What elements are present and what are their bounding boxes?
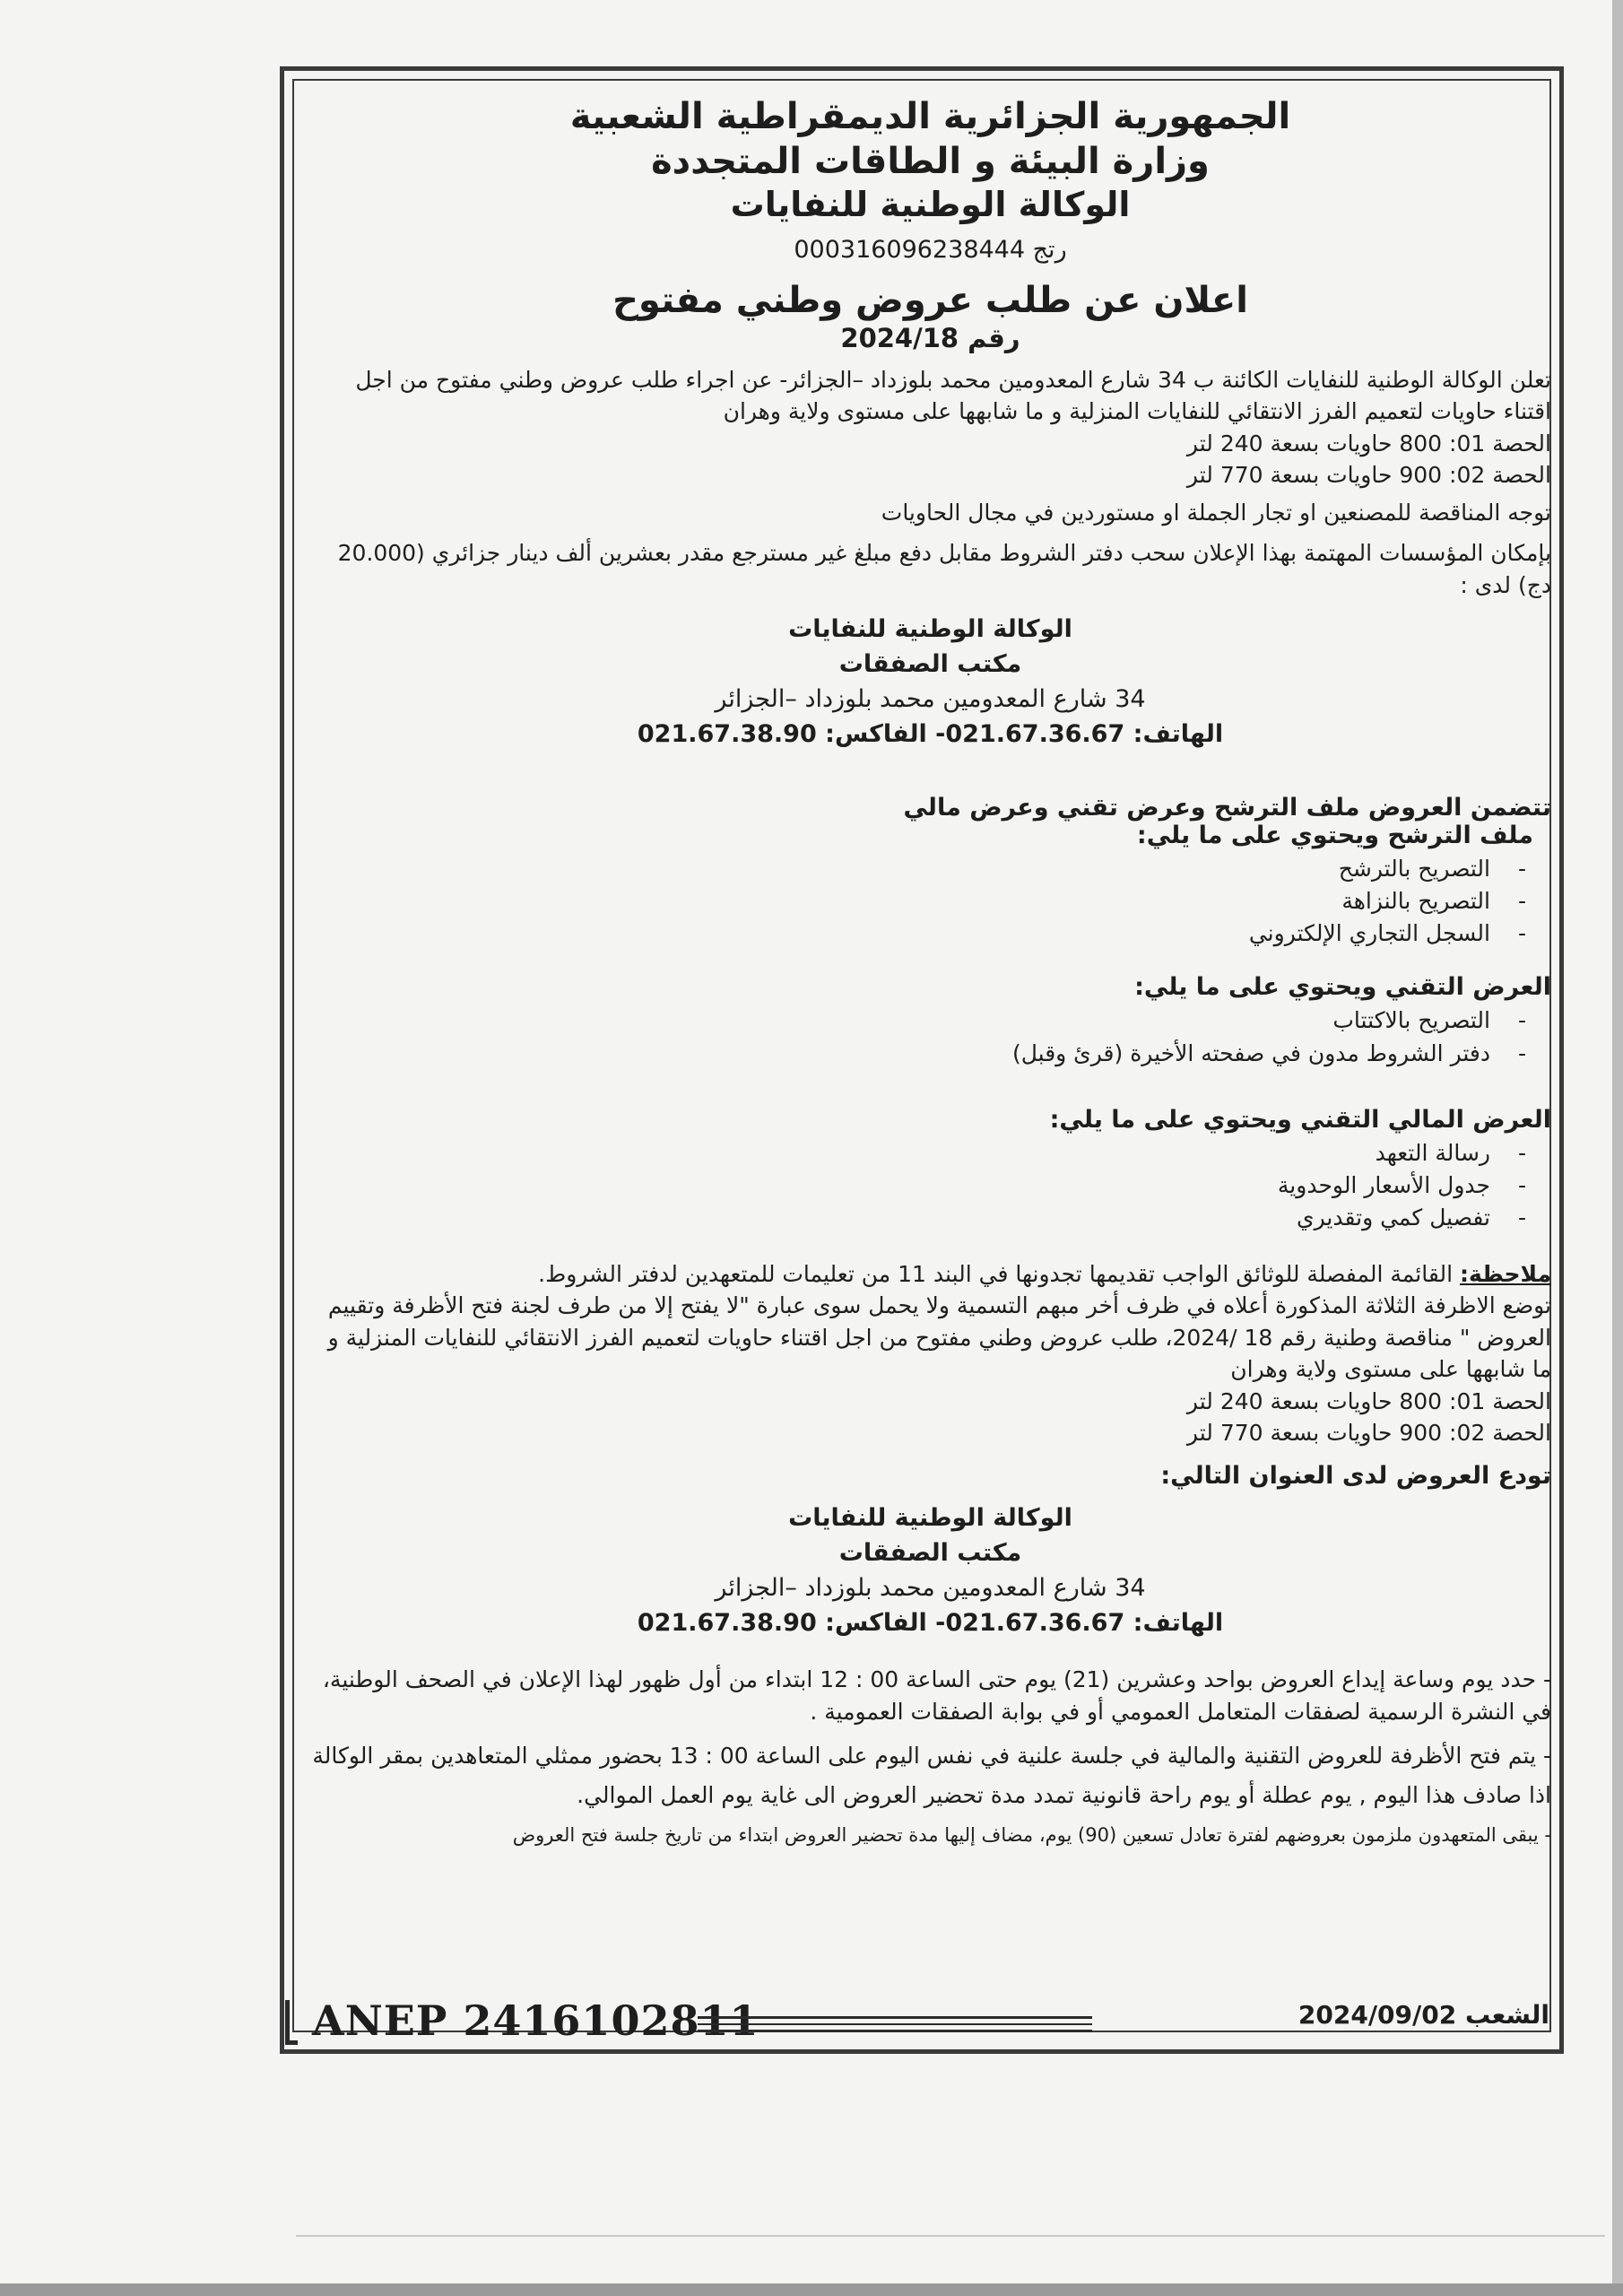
address-office: مكتب الصفقات xyxy=(838,650,1022,679)
publication-date: الشعب 2024/09/02 xyxy=(1298,2000,1549,2030)
lot-1: الحصة 01: 800 حاويات بسعة 240 لتر xyxy=(1186,430,1551,457)
list-item: - رسالة التعهد xyxy=(309,1137,1526,1170)
target-bidders: توجه المناقصة للمصنعين او تجار الجملة او مستوردين في مجال الحاويات xyxy=(881,499,1551,526)
note-lot-2: الحصة 02: 900 حاويات بسعة 770 لتر xyxy=(1186,1420,1551,1447)
note-label: ملاحظة: xyxy=(1460,1260,1551,1287)
tax-id: رتج 000316096238444 xyxy=(794,235,1067,264)
scan-artifact-line xyxy=(296,2235,1605,2237)
note-text: القائمة المفصلة للوثائق الواجب تقديمها تجدونها في البند 11 من تعليمات للمتعهدين لدفتر الشروط. xyxy=(538,1260,1460,1287)
list-item: - التصريح بالترشح xyxy=(309,853,1526,885)
holiday-term: اذا صادف هذا اليوم , يوم عطلة أو يوم راحة قانونية تمدد مدة تحضير العروض الى غاية يوم العمل الموالي. xyxy=(577,1781,1551,1808)
list-item: - السجل التجاري الإلكتروني xyxy=(309,918,1526,950)
note-lot-1: الحصة 01: 800 حاويات بسعة 240 لتر xyxy=(1186,1387,1551,1414)
financial-list xyxy=(309,1137,1551,1235)
anep-bracket xyxy=(285,2000,298,2045)
withdraw-specs: بإمكان المؤسسات المهتمة بهذا الإعلان سحب دفتر الشروط مقابل دفع مبلغ غير مسترجع مقدر بعشرين ألف دينار جزائري (20.000 دج) لدى : xyxy=(337,540,1551,598)
ministry-heading: وزارة البيئة و الطاقات المتجددة xyxy=(651,141,1210,182)
withdraw-address xyxy=(309,612,1551,752)
footer xyxy=(285,1996,1558,2047)
list-item: - دفتر الشروط مدون في صفحته الأخيرة (قرئ وقبل) xyxy=(309,1038,1526,1070)
republic-heading: الجمهورية الجزائرية الديمقراطية الشعبية xyxy=(569,96,1291,137)
list-item: - جدول الأسعار الوحدوية xyxy=(309,1170,1526,1202)
deposit-phone: الهاتف: 021.67.36.67- الفاكس: 021.67.38.90 xyxy=(637,1608,1224,1637)
deadline-term: - حدد يوم وساعة إيداع العروض بواحد وعشرين (21) يوم حتى الساعة 00 : 12 ابتداء من أول ظهور لهذا الإعلان في الصحف الوطنية، في النشرة الرسمية لصفقات المتعامل العمومي أو في بوابة الصفقات العمومية . xyxy=(322,1666,1551,1725)
technical-list xyxy=(309,1004,1551,1070)
offers-intro: تتضمن العروض ملف الترشح وعرض تقني وعرض مالي xyxy=(903,793,1551,822)
list-item: - التصريح بالنزاهة xyxy=(309,885,1526,918)
deposit-street: 34 شارع المعدومين محمد بلوزداد –الجزائر xyxy=(715,1573,1146,1602)
scan-edge xyxy=(1612,0,1623,2296)
list-item: - التصريح بالاكتتاب xyxy=(309,1004,1526,1037)
candidacy-title: ملف الترشح ويحتوي على ما يلي: xyxy=(1136,821,1533,849)
scan-edge-bottom xyxy=(0,2283,1623,2296)
envelope-instructions: توضع الاظرفة الثلاثة المذكورة أعلاه في ظرف أخر مبهم التسمية ولا يحمل سوى عبارة "لا يفتح إلا من طرف لجنة فتح الأظرفة وتقييم العروض " مناقصة وطنية رقم 18 /2024، طلب عروض وطني مفتوح من اجل اقتناء حاويات لتعميم الفرز الانتقائي للنفايات المنزلية و ما شابهها على مستوى ولاية وهران xyxy=(327,1292,1551,1383)
footer-rule xyxy=(698,2016,1092,2032)
deposit-office: مكتب الصفقات xyxy=(838,1538,1022,1567)
lot-2: الحصة 02: 900 حاويات بسعة 770 لتر xyxy=(1186,462,1551,488)
intro-paragraph: تعلن الوكالة الوطنية للنفايات الكائنة ب 34 شارع المعدومين محمد بلوزداد –الجزائر- عن اجراء طلب عروض وطني مفتوح من اجل اقتناء حاويات لتعميم الفرز الانتقائي للنفايات المنزلية و ما شابهها على مستوى ولاية وهران xyxy=(355,366,1551,424)
validity-term: - يبقى المتعهدون ملزمون بعروضهم لفترة تعادل تسعين (90) يوم، مضاف إليها مدة تحضير العروض ابتداء من تاريخ جلسة فتح العروض xyxy=(512,1824,1551,1847)
deposit-agency: الوكالة الوطنية للنفايات xyxy=(788,1503,1072,1532)
technical-title: العرض التقني ويحتوي على ما يلي: xyxy=(1134,973,1551,1002)
address-street: 34 شارع المعدومين محمد بلوزداد –الجزائر xyxy=(715,685,1146,714)
candidacy-list xyxy=(309,853,1551,951)
announcement-title: اعلان عن طلب عروض وطني مفتوح xyxy=(612,279,1248,321)
financial-title: العرض المالي التقني ويحتوي على ما يلي: xyxy=(1049,1105,1551,1134)
announcement-number: رقم 2024/18 xyxy=(840,322,1020,353)
deposit-address xyxy=(309,1500,1551,1641)
note-line xyxy=(309,1258,1551,1291)
anep-reference: ANEP 2416102811 xyxy=(312,1996,759,2045)
announcement-content xyxy=(309,94,1551,1996)
address-agency: الوكالة الوطنية للنفايات xyxy=(788,615,1072,643)
opening-term: - يتم فتح الأظرفة للعروض التقنية والمالية في جلسة علنية في نفس اليوم على الساعة 00 : 13 بحضور ممثلي المتعاهدين بمقر الوكالة xyxy=(312,1743,1551,1770)
agency-heading: الوكالة الوطنية للنفايات xyxy=(730,185,1131,224)
address-phone: الهاتف: 021.67.36.67- الفاكس: 021.67.38.90 xyxy=(637,720,1224,749)
deposit-title: تودع العروض لدى العنوان التالي: xyxy=(1160,1461,1551,1490)
list-item: - تفصيل كمي وتقديري xyxy=(309,1202,1526,1234)
